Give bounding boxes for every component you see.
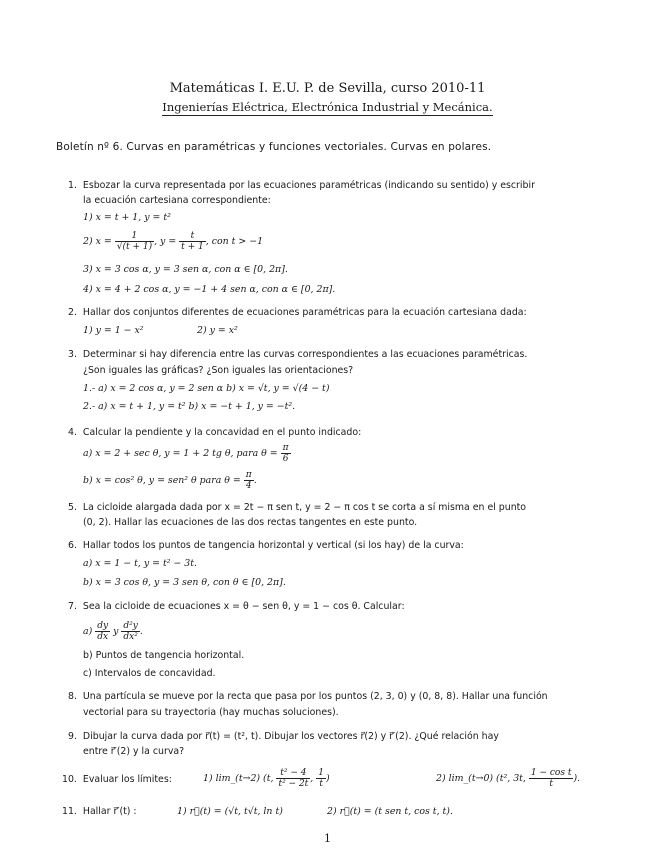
problem-7-item-1 [83, 621, 143, 642]
problem-text: Dibujar la curva dada por r⃗(t) = (t², t). Dibujar los vectores r⃗(2) y r⃗′(2). ¿Qué relación hay [82, 731, 499, 742]
document-title: Matemáticas I. E.U. P. de Sevilla, curso 2010-11 [169, 81, 486, 96]
problem-1-line-2: la ecuación cartesiana correspondiente: [83, 195, 271, 206]
problem-number: 9. [68, 731, 77, 742]
fraction [276, 768, 310, 789]
problem-11-item-2: 2) r⃗(t) = (t sen t, cos t, t). [327, 806, 453, 817]
fraction [121, 621, 139, 642]
fraction [316, 768, 326, 789]
item-suffix: , con t > −1 [205, 236, 264, 247]
problem-number: 4. [68, 427, 77, 438]
problem-7-line-1 [68, 600, 405, 613]
problem-7-item-3: c) Intervalos de concavidad. [83, 668, 216, 679]
problem-number: 1. [68, 180, 77, 191]
problem-4-item-1 [83, 443, 291, 464]
problem-number: 6. [68, 540, 77, 551]
document-subtitle [0, 100, 655, 114]
denominator: dx² [123, 632, 138, 642]
bulletin-heading: Boletín nº 6. Curvas en paramétricas y funciones vectoriales. Curvas en polares. [56, 141, 492, 153]
problem-4-item-2 [83, 470, 257, 491]
fraction [95, 621, 110, 642]
problem-number: 2. [68, 307, 77, 318]
item-middle: y [113, 626, 119, 637]
item-middle: , [310, 773, 314, 784]
problem-9-line-1 [68, 730, 499, 743]
numerator: d²y [123, 621, 138, 631]
problem-text: Una partícula se mueve por la recta que pasa por los puntos (2, 3, 0) y (0, 8, 8). Hallar una función [82, 691, 548, 702]
fraction [244, 470, 254, 491]
item-prefix: 2) lim_(t→0) (t², 3t, [436, 773, 526, 784]
problem-11-line-1 [62, 805, 137, 818]
problem-1-item-4: 4) x = 4 + 2 cos α, y = −1 + 4 sen α, con α ∈ [0, 2π]. [83, 284, 336, 295]
problem-text: Esbozar la curva representada por las ecuaciones paramétricas (indicando su sentido) y escribir [82, 180, 535, 191]
problem-9-line-2: entre r⃗′(2) y la curva? [83, 746, 185, 757]
item-middle: , y = [154, 236, 177, 247]
denominator: t + 1 [181, 242, 204, 252]
denominator: dx [97, 632, 109, 642]
item-suffix: . [253, 475, 257, 486]
problem-text: Hallar todos los puntos de tangencia horizontal y vertical (si los hay) de la curva: [82, 540, 464, 551]
problem-3-item-1: 1.- a) x = 2 cos α, y = 2 sen α b) x = √t, y = √(4 − t) [83, 383, 330, 394]
problem-number: 10. [62, 774, 77, 785]
problem-5-line-2: (0, 2). Hallar las ecuaciones de las dos rectas tangentes en este punto. [83, 517, 418, 528]
problem-5-line-1 [68, 501, 526, 514]
problem-number: 5. [68, 502, 77, 513]
problem-10-item-2 [436, 768, 580, 789]
numerator: dy [97, 621, 109, 631]
problem-4-line-1 [68, 426, 361, 439]
numerator: π [282, 443, 289, 453]
problem-1-line-1 [68, 179, 535, 192]
problem-11-item-1: 1) r⃗(t) = (√t, t√t, ln t) [177, 806, 283, 817]
problem-number: 11. [62, 806, 77, 817]
problem-number: 7. [68, 601, 77, 612]
fraction [179, 231, 206, 252]
denominator: √(t + 1) [116, 242, 153, 252]
problem-text: La cicloide alargada dada por x = 2t − π sen t, y = 2 − π cos t se corta a sí misma en el punto [82, 502, 527, 513]
numerator: t [179, 231, 206, 242]
problem-1-item-1: 1) x = t + 1, y = t² [83, 212, 171, 223]
problem-text: Hallar r⃗′(t) : [82, 806, 137, 817]
numerator: 1 [318, 768, 324, 778]
problem-1-item-2 [83, 231, 263, 252]
problem-6-line-1 [68, 539, 464, 552]
problem-3-item-2: 2.- a) x = t + 1, y = t² b) x = −t + 1, y = −t². [83, 401, 296, 412]
problem-2-item-2: 2) y = x² [197, 325, 238, 336]
problem-6-item-2: b) x = 3 cos θ, y = 3 sen θ, con θ ∈ [0, 2π]. [83, 577, 286, 588]
problem-2-item-1: 1) y = 1 − x² [83, 325, 144, 336]
item-prefix: a) [83, 626, 93, 637]
denominator: t [549, 779, 553, 789]
numerator: π [245, 470, 252, 480]
problem-3-line-1 [68, 348, 527, 361]
problem-text: Sea la cicloide de ecuaciones x = θ − sen θ, y = 1 − cos θ. Calcular: [82, 601, 405, 612]
problem-10-item-1 [203, 768, 330, 789]
problem-text: Calcular la pendiente y la concavidad en el punto indicado: [82, 427, 362, 438]
denominator: 6 [282, 454, 289, 464]
item-prefix: 1) lim_(t→2) (t, [203, 773, 274, 784]
denominator: 4 [245, 481, 252, 491]
problem-6-item-1: a) x = 1 − t, y = t² − 3t. [83, 558, 198, 569]
subtitle-text: Ingenierías Eléctrica, Electrónica Industrial y Mecánica. [162, 100, 493, 114]
fraction [115, 231, 154, 252]
problem-8-line-1 [68, 690, 548, 703]
denominator: t² − 2t [278, 779, 309, 789]
numerator: 1 [115, 231, 154, 242]
problem-3-line-2: ¿Son iguales las gráficas? ¿Son iguales las orientaciones? [83, 365, 354, 376]
item-suffix: . [139, 626, 143, 637]
item-prefix: b) x = cos² θ, y = sen² θ para θ = [83, 475, 241, 486]
problem-number: 8. [68, 691, 77, 702]
page-number: 1 [324, 832, 331, 845]
problem-text: Evaluar los límites: [82, 774, 172, 785]
item-prefix: a) x = 2 + sec θ, y = 1 + 2 tg θ, para θ = [83, 448, 278, 459]
problem-8-line-2: vectorial para su trayectoria (hay muchas soluciones). [83, 707, 339, 718]
problem-10-line-1 [62, 773, 172, 786]
problem-number: 3. [68, 349, 77, 360]
problem-7-item-2: b) Puntos de tangencia horizontal. [83, 650, 245, 661]
numerator: t² − 4 [276, 768, 310, 779]
problem-text: Determinar si hay diferencia entre las curvas correspondientes a las ecuaciones paramétricas. [82, 349, 528, 360]
item-prefix: 2) x = [83, 236, 112, 247]
problem-1-item-3: 3) x = 3 cos α, y = 3 sen α, con α ∈ [0, 2π]. [83, 264, 288, 275]
item-suffix: ). [573, 773, 581, 784]
numerator: 1 − cos t [530, 768, 572, 778]
problem-2-line-1 [68, 306, 527, 319]
fraction [281, 443, 291, 464]
item-suffix: ) [326, 773, 330, 784]
problem-text: Hallar dos conjuntos diferentes de ecuaciones paramétricas para la ecuación cartesiana dada: [82, 307, 527, 318]
fraction [529, 768, 574, 789]
denominator: t [319, 779, 323, 789]
